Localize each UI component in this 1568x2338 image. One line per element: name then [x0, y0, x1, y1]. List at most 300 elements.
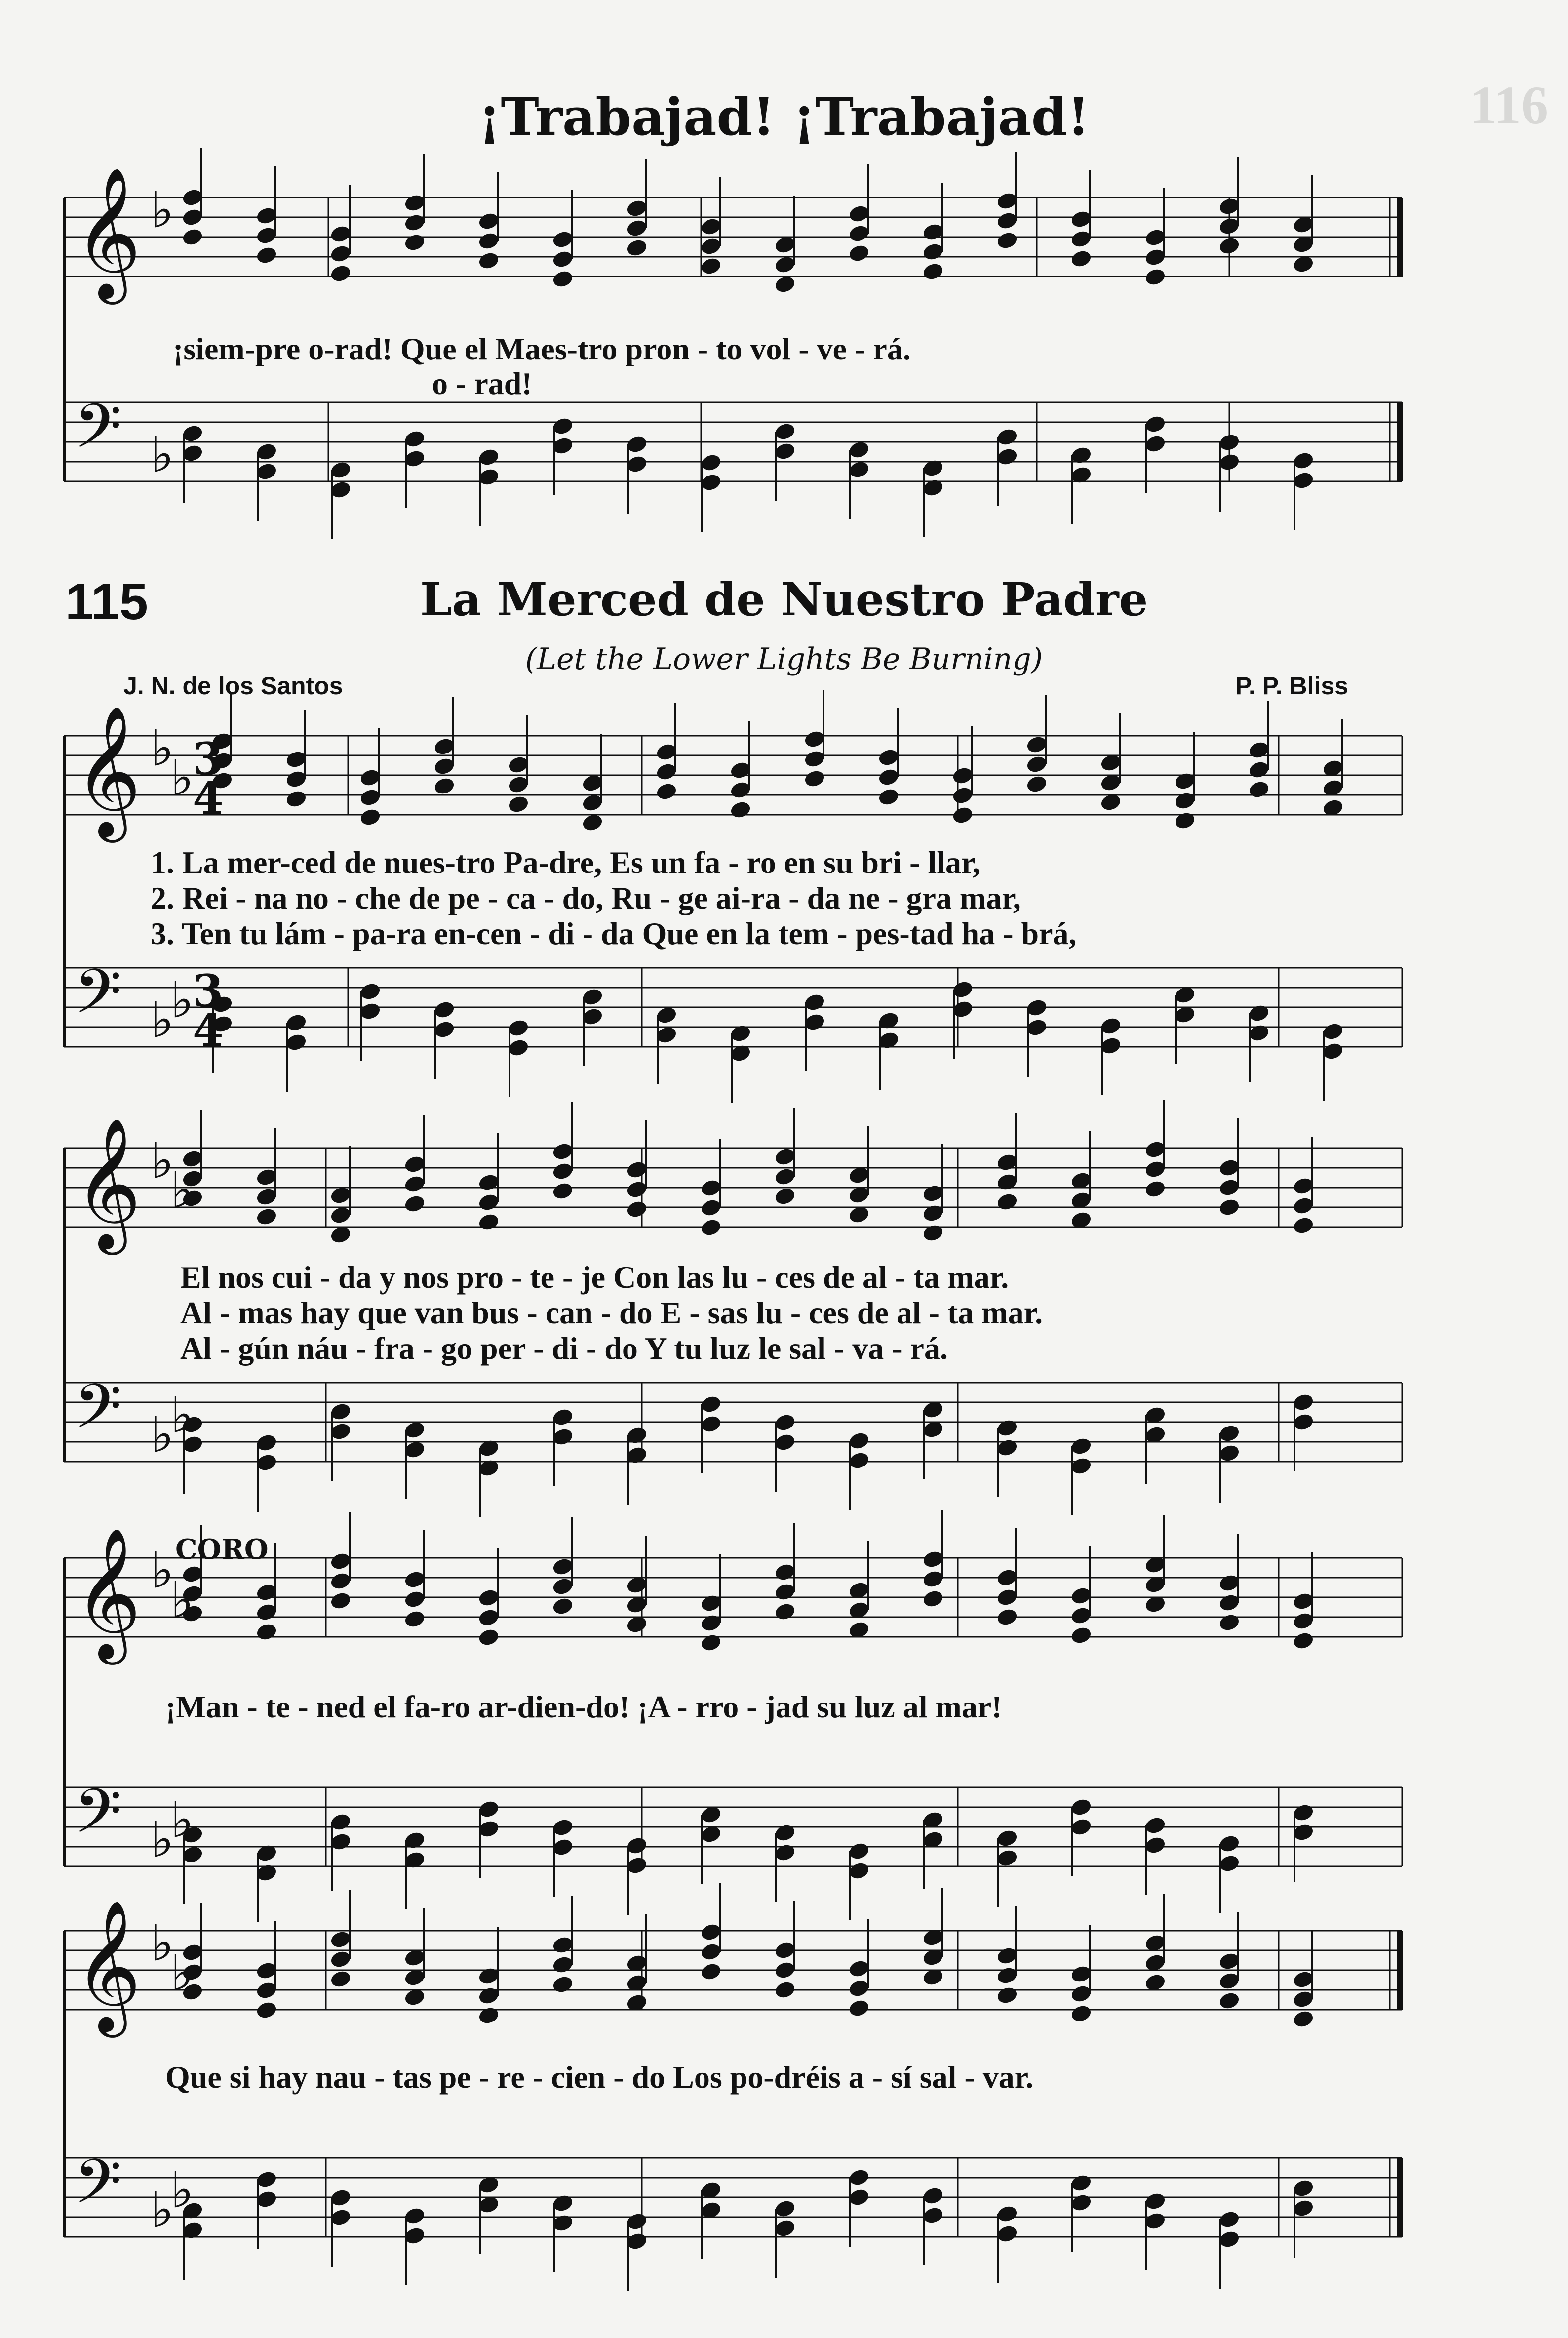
notehead: [551, 230, 574, 249]
note-chord: [1144, 188, 1166, 287]
notehead: [774, 1941, 796, 1960]
note-chord: [551, 416, 574, 495]
bass-clef: 𝄢: [74, 1371, 122, 1457]
notehead: [551, 249, 574, 269]
notehead: [285, 1013, 307, 1032]
notehead: [1070, 1456, 1092, 1475]
note-chord: [403, 1115, 426, 1214]
notehead: [477, 1627, 500, 1647]
note-chord: [1248, 701, 1270, 799]
notehead: [285, 750, 307, 769]
notehead: [551, 2213, 574, 2232]
key-flat: ♭: [170, 1791, 194, 1849]
notehead: [329, 1205, 352, 1225]
note-chord: [774, 2199, 796, 2278]
notehead: [922, 1549, 944, 1569]
key-flat: ♭: [151, 2181, 174, 2239]
notehead: [626, 238, 648, 257]
notehead: [507, 1038, 529, 1057]
notehead: [285, 1032, 307, 1052]
notehead: [877, 767, 900, 787]
notehead: [181, 207, 203, 227]
treble-clef: 𝄞: [74, 167, 141, 299]
note-chord: [477, 1927, 500, 2025]
note-chord: [551, 1407, 574, 1486]
notehead: [1144, 1140, 1166, 1159]
notehead: [848, 1959, 870, 1978]
notehead: [700, 453, 722, 472]
notehead: [1218, 1593, 1240, 1612]
treble-clef: 𝄞: [74, 1900, 141, 2032]
note-chord: [1070, 170, 1092, 269]
key-flat: ♭: [151, 1132, 174, 1189]
note-chord: [803, 690, 825, 789]
note-chord: [1292, 1930, 1314, 2029]
note-chord: [803, 992, 825, 1071]
note-chord: [922, 1144, 944, 1243]
notehead: [700, 1922, 722, 1942]
notehead: [848, 1451, 870, 1470]
note-chord: [255, 1128, 277, 1227]
notehead: [329, 1551, 352, 1571]
notehead: [848, 2168, 870, 2187]
note-chord: [403, 429, 426, 508]
notehead: [1070, 209, 1092, 229]
notehead: [700, 1942, 722, 1961]
notehead: [1144, 2191, 1166, 2211]
notehead: [848, 1841, 870, 1861]
hymn-title: La Merced de Nuestro Padre: [420, 573, 1148, 626]
notehead: [803, 749, 825, 768]
note-chord: [255, 1843, 277, 1922]
time-signature: 3: [193, 733, 224, 785]
composer: P. P. Bliss: [1235, 672, 1348, 700]
notehead: [996, 1172, 1018, 1191]
notehead: [774, 441, 796, 461]
note-chord: [626, 1914, 648, 2013]
notehead: [1144, 2211, 1166, 2230]
notehead: [477, 1173, 500, 1192]
note-chord: [626, 2212, 648, 2291]
notehead: [359, 982, 381, 1001]
lyricist: J. N. de los Santos: [123, 672, 343, 700]
notehead: [996, 191, 1018, 210]
note-chord: [996, 1418, 1018, 1497]
notehead: [433, 1020, 455, 1039]
notehead: [1218, 1971, 1240, 1990]
notehead: [774, 1960, 796, 1980]
note-chord: [477, 172, 500, 271]
notehead: [700, 1593, 722, 1613]
notehead: [1025, 1018, 1048, 1037]
note-chord: [700, 2180, 722, 2259]
note-chord: [700, 1139, 722, 1237]
notehead: [803, 1012, 825, 1031]
key-flat: ♭: [151, 181, 174, 239]
notehead: [848, 440, 870, 459]
notehead: [922, 262, 944, 281]
key-flat: ♭: [170, 971, 194, 1029]
notehead: [1218, 452, 1240, 472]
note-chord: [403, 1530, 426, 1629]
notehead: [700, 256, 722, 276]
notehead: [403, 1589, 426, 1609]
note-chord: [285, 710, 307, 809]
note-chord: [774, 1823, 796, 1902]
note-chord: [1025, 695, 1048, 794]
notehead: [996, 1418, 1018, 1437]
note-chord: [477, 1548, 500, 1647]
notehead: [996, 1568, 1018, 1587]
note-chord: [1218, 2210, 1240, 2289]
notehead: [1292, 1611, 1314, 1630]
notehead: [1218, 197, 1240, 216]
notehead: [329, 2208, 352, 2227]
notehead: [477, 211, 500, 231]
notehead: [848, 1861, 870, 1880]
notehead: [1144, 228, 1166, 247]
note-chord: [951, 726, 974, 825]
time-signature: 3: [193, 965, 224, 1017]
note-chord: [877, 708, 900, 807]
notehead: [655, 1005, 677, 1025]
notehead: [774, 1843, 796, 1862]
key-flat: ♭: [151, 1811, 174, 1868]
treble-clef: 𝄞: [74, 705, 141, 837]
note-chord: [403, 1908, 426, 2007]
notehead: [1144, 414, 1166, 434]
notehead: [477, 1819, 500, 1838]
note-chord: [1144, 1405, 1166, 1484]
note-chord: [848, 1126, 870, 1225]
notehead: [996, 1438, 1018, 1457]
notehead: [1070, 1586, 1092, 1605]
note-chord: [1144, 1894, 1166, 1992]
notehead: [774, 1562, 796, 1582]
note-chord: [551, 1818, 574, 1897]
notehead: [329, 460, 352, 479]
notehead: [655, 742, 677, 761]
notehead: [477, 2006, 500, 2025]
note-chord: [551, 2193, 574, 2272]
notehead: [1025, 998, 1048, 1017]
note-chord: [922, 1810, 944, 1889]
notehead: [626, 1856, 648, 1875]
notehead: [255, 2170, 277, 2189]
notehead: [507, 1018, 529, 1037]
notehead: [581, 987, 603, 1006]
note-chord: [329, 460, 352, 539]
note-chord: [774, 1901, 796, 2000]
treble-clef: 𝄞: [74, 1117, 141, 1249]
notehead: [477, 447, 500, 467]
note-chord: [477, 2175, 500, 2254]
notehead: [922, 2206, 944, 2225]
bass-clef: 𝄢: [74, 956, 122, 1042]
notehead: [329, 1812, 352, 1831]
notehead: [774, 1582, 796, 1601]
note-chord: [700, 1554, 722, 1653]
note-chord: [359, 728, 381, 827]
notehead: [477, 251, 500, 270]
note-chord: [1144, 2191, 1166, 2270]
notehead: [181, 227, 203, 246]
notehead: [996, 1985, 1018, 2005]
notehead: [255, 2000, 277, 2020]
notehead: [848, 224, 870, 243]
notehead: [626, 1199, 648, 1219]
notehead: [255, 1453, 277, 1472]
notehead: [285, 789, 307, 808]
notehead: [774, 1167, 796, 1186]
notehead: [1144, 434, 1166, 453]
notehead: [255, 1433, 277, 1452]
notehead: [551, 416, 574, 436]
notehead: [1218, 1613, 1240, 1632]
note-chord: [1025, 998, 1048, 1077]
notehead: [1292, 471, 1314, 490]
notehead: [403, 1174, 426, 1193]
notehead: [1070, 1797, 1092, 1817]
bass-clef: 𝄢: [74, 1776, 122, 1862]
note-chord: [507, 1018, 529, 1097]
note-chord: [1292, 1137, 1314, 1235]
notehead: [626, 198, 648, 218]
notehead: [951, 980, 974, 999]
note-chord: [1099, 1016, 1122, 1095]
note-chord: [403, 2206, 426, 2285]
notehead: [774, 2219, 796, 2238]
notehead: [774, 235, 796, 254]
notehead: [1144, 1816, 1166, 1835]
notehead: [403, 449, 426, 468]
notehead: [1292, 1412, 1314, 1431]
note-chord: [996, 427, 1018, 506]
notehead: [626, 1160, 648, 1179]
note-chord: [848, 1919, 870, 2018]
note-chord: [329, 1146, 352, 1245]
note-chord: [700, 1883, 722, 1981]
chorus-line-1: ¡Man - te - ned el fa-ro ar-dien-do! ¡A - rro - jad su luz al mar!: [165, 1689, 1002, 1724]
note-chord: [1218, 1834, 1240, 1913]
notehead: [329, 1591, 352, 1610]
notehead: [1248, 1003, 1270, 1023]
note-chord: [329, 1812, 352, 1891]
note-chord: [1218, 1118, 1240, 1217]
note-chord: [626, 1426, 648, 1505]
notehead: [329, 1402, 352, 1421]
notehead: [581, 1007, 603, 1026]
notehead: [774, 275, 796, 294]
notehead: [1218, 1573, 1240, 1592]
notehead: [1070, 1625, 1092, 1645]
notehead: [1292, 1823, 1314, 1842]
note-chord: [1070, 1797, 1092, 1876]
note-chord: [922, 2186, 944, 2265]
note-chord: [551, 1102, 574, 1201]
notehead: [951, 805, 974, 825]
notehead: [626, 454, 648, 474]
note-chord: [848, 440, 870, 519]
notehead: [996, 1946, 1018, 1965]
top-hymn-lyric-line-2: o - rad!: [432, 366, 532, 401]
notehead: [700, 1962, 722, 1981]
notehead: [729, 760, 751, 780]
notehead: [1070, 2173, 1092, 2192]
note-chord: [626, 159, 648, 258]
note-chord: [848, 1541, 870, 1640]
note-chord: [626, 1836, 648, 1915]
notehead: [1292, 1803, 1314, 1822]
notehead: [1292, 1631, 1314, 1650]
notehead: [803, 769, 825, 788]
notehead: [1144, 247, 1166, 267]
notehead: [1218, 1178, 1240, 1197]
notehead: [255, 1187, 277, 1206]
notehead: [1070, 249, 1092, 268]
notehead: [996, 1152, 1018, 1172]
notehead: [774, 1823, 796, 1842]
notehead: [1174, 811, 1196, 830]
bass-clef: 𝄢: [74, 2146, 122, 2232]
note-chord: [1218, 1912, 1240, 2011]
notehead: [1248, 780, 1270, 799]
notehead: [1248, 760, 1270, 779]
note-chord: [996, 1113, 1018, 1212]
note-chord: [655, 703, 677, 801]
notehead: [1292, 1196, 1314, 1215]
notehead: [877, 748, 900, 767]
notehead: [996, 1828, 1018, 1848]
notehead: [477, 1608, 500, 1627]
note-chord: [922, 1888, 944, 1987]
notehead: [1292, 1989, 1314, 2009]
note-chord: [433, 1000, 455, 1079]
notehead: [255, 2189, 277, 2209]
notehead: [1025, 754, 1048, 774]
notehead: [922, 242, 944, 261]
notehead: [1218, 2229, 1240, 2249]
notehead: [626, 2212, 648, 2231]
note-chord: [700, 177, 722, 276]
note-chord: [433, 697, 455, 796]
notehead: [255, 1207, 277, 1226]
notehead: [996, 1587, 1018, 1607]
verse-2-line-2: Al - mas hay que van bus - can - do E - sas lu - ces de al - ta mar.: [180, 1295, 1043, 1330]
notehead: [700, 217, 722, 236]
verse-2-line-1: 2. Rei - na no - che de pe - ca - do, Ru - ge ai-ra - da ne - gra mar,: [151, 880, 1021, 915]
notehead: [403, 1570, 426, 1589]
notehead: [1174, 791, 1196, 810]
note-chord: [1248, 1003, 1270, 1082]
notehead: [477, 1588, 500, 1607]
key-flat: ♭: [151, 1914, 174, 1972]
top-hymn-lyric-line: ¡siem-pre o-rad! Que el Maes-tro pron - to vol - ve - rá.: [173, 331, 911, 366]
notehead: [1070, 2193, 1092, 2212]
notehead: [507, 755, 529, 774]
note-chord: [774, 196, 796, 294]
notehead: [329, 244, 352, 263]
notehead: [922, 1589, 944, 1608]
notehead: [329, 480, 352, 499]
bass-clef: 𝄢: [74, 391, 122, 477]
notehead: [255, 442, 277, 461]
notehead: [551, 1975, 574, 1994]
notehead: [1292, 1216, 1314, 1235]
notehead: [848, 1431, 870, 1450]
notehead: [255, 1622, 277, 1641]
notehead: [433, 1000, 455, 1019]
notehead: [774, 1602, 796, 1621]
key-flat: ♭: [151, 991, 174, 1049]
notehead: [181, 443, 203, 463]
note-chord: [1292, 451, 1314, 530]
verse-3-line-1: 3. Ten tu lám - pa-ra en-cen - di - da Que en la tem - pes-tad ha - brá,: [151, 916, 1077, 951]
note-chord: [1070, 445, 1092, 524]
note-chord: [551, 1517, 574, 1616]
notehead: [996, 1848, 1018, 1867]
notehead: [1218, 2210, 1240, 2229]
note-chord: [774, 1108, 796, 1206]
notehead: [1218, 216, 1240, 236]
notehead: [329, 224, 352, 243]
notehead: [551, 1407, 574, 1427]
notehead: [1218, 236, 1240, 255]
key-flat: ♭: [170, 1944, 194, 2002]
notehead: [403, 1420, 426, 1439]
notehead: [1218, 1991, 1240, 2010]
notehead: [255, 245, 277, 265]
notehead: [359, 807, 381, 827]
note-chord: [1218, 1424, 1240, 1503]
note-chord: [655, 1005, 677, 1084]
notehead: [329, 1571, 352, 1590]
verse-3-line-2: Al - gún náu - fra - go per - di - do Y tu luz le sal - va - rá.: [180, 1331, 948, 1366]
notehead: [329, 1186, 352, 1205]
notehead: [700, 1394, 722, 1414]
notehead: [1218, 1854, 1240, 1873]
notehead: [774, 422, 796, 441]
notehead: [1144, 1159, 1166, 1179]
notehead: [551, 1557, 574, 1576]
note-chord: [1292, 1803, 1314, 1882]
note-chord: [1292, 1552, 1314, 1651]
notehead: [803, 729, 825, 749]
note-chord: [848, 1841, 870, 1920]
note-chord: [848, 2168, 870, 2247]
notehead: [329, 1832, 352, 1851]
notehead: [477, 1799, 500, 1819]
notehead: [329, 1225, 352, 1244]
notehead: [655, 782, 677, 801]
notehead: [403, 1154, 426, 1174]
chorus-label: CORO: [175, 1533, 269, 1566]
note-chord: [922, 1400, 944, 1479]
key-flat: ♭: [170, 1386, 194, 1444]
note-chord: [922, 458, 944, 537]
notehead: [774, 1980, 796, 1999]
notehead: [551, 1596, 574, 1616]
notehead: [477, 1986, 500, 2005]
note-chord: [403, 1420, 426, 1499]
notehead: [655, 1025, 677, 1044]
notehead: [1025, 774, 1048, 793]
notehead: [255, 1981, 277, 2000]
key-flat: ♭: [170, 749, 194, 807]
notehead: [1070, 1606, 1092, 1625]
treble-clef: 𝄞: [74, 1527, 141, 1659]
time-signature: 4: [193, 1004, 224, 1057]
